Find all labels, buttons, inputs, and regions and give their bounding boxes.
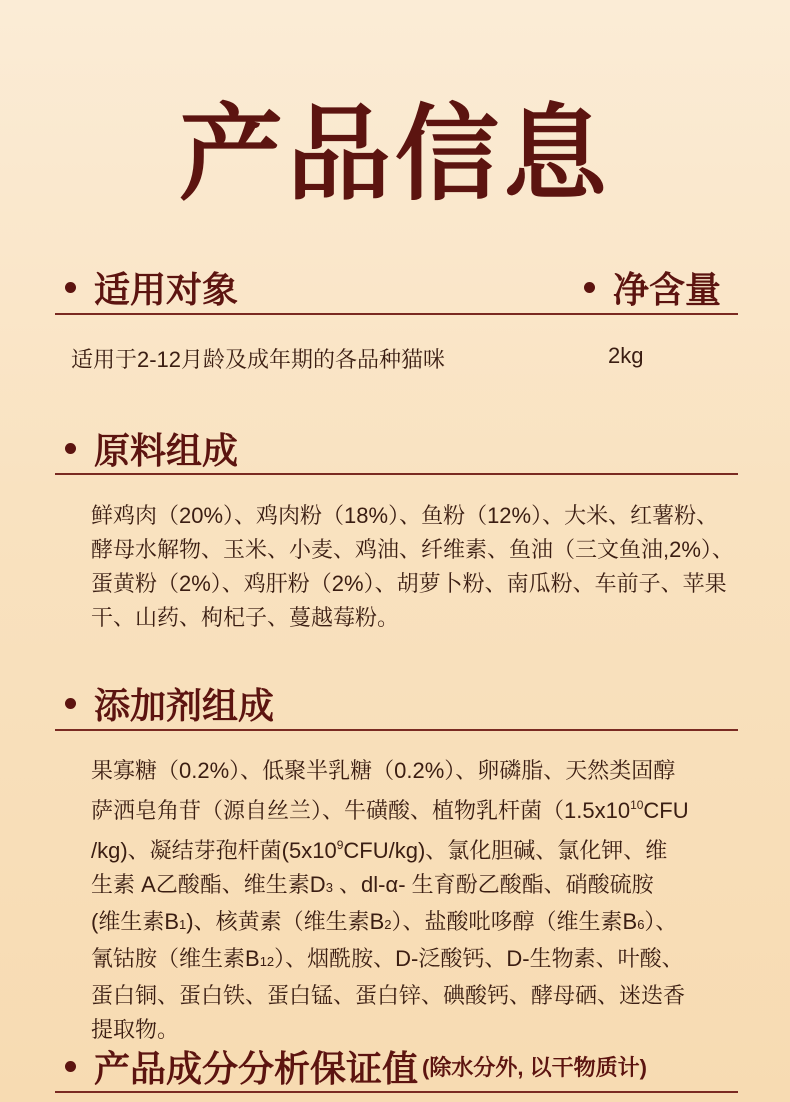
section-heading-analysis (65, 1041, 647, 1092)
additives-line: 萨洒皂角苷（源自丝兰）、牛磺酸、植物乳杆菌（$1.5x10^{10}CFU$ (91, 798, 689, 823)
ingredients-line: 蛋黄粉（2%）、鸡肝粉（2%）、胡萝卜粉、南瓜粉、车前子、苹果 (91, 571, 727, 596)
bullet-icon (65, 1061, 76, 1072)
section-heading-target (65, 262, 238, 313)
ingredients-line: 鲜鸡肉（20%）、鸡肉粉（18%）、鱼粉（12%）、大米、红薯粉、 (91, 503, 719, 528)
section-heading-label: 净含量 (613, 269, 722, 310)
analysis-note: (除水分外, 以干物质计) (422, 1055, 647, 1080)
bullet-icon (65, 282, 76, 293)
additives-line: 氰钴胺（维生素B12）、烟酰胺、D-泛酸钙、D-生物素、叶酸、 (91, 946, 684, 971)
ingredients-line: 干、山药、枸杞子、蔓越莓粉。 (91, 605, 400, 630)
ingredients-line: 酵母水解物、玉米、小麦、鸡油、纤维素、鱼油（三文鱼油,2%）、 (91, 537, 734, 562)
section-heading-net (584, 262, 721, 313)
net-weight-value: 2kg (608, 343, 644, 368)
section-heading-label: 添加剂组成 (94, 685, 275, 726)
divider (55, 313, 738, 315)
ingredients-paragraph (91, 499, 734, 635)
additives-paragraph (91, 754, 731, 1047)
additives-line: 果寡糖（0.2%）、低聚半乳糖（0.2%）、卵磷脂、天然类固醇 (91, 758, 676, 783)
section-heading-additives (65, 678, 274, 729)
section-heading-label: 适用对象 (94, 269, 239, 310)
additives-line: (维生素B1)、核黄素（维生素B2）、盐酸吡哆醇（维生素B6）、 (91, 909, 678, 934)
divider (55, 1091, 738, 1093)
bullet-icon (65, 698, 76, 709)
bullet-icon (65, 443, 76, 454)
additives-line: 蛋白铜、蛋白铁、蛋白锰、蛋白锌、碘酸钙、酵母硒、迷迭香 (91, 983, 686, 1008)
section-heading-label: 原料组成 (94, 430, 239, 471)
additives-line: 生素 A乙酸酯、维生素D3 、dl-α- 生育酚乙酸酯、硝酸硫胺 (91, 872, 654, 897)
section-heading-label: 产品成分分析保证值 (94, 1048, 419, 1089)
additives-line: /kg)、凝结芽孢杆菌$(5x10^9CFU/kg)$、氯化胆碱、氯化钾、维 (91, 838, 668, 863)
divider (55, 729, 738, 731)
divider (55, 473, 738, 475)
section-heading-ingredients (65, 423, 238, 474)
bullet-icon (584, 282, 595, 293)
additives-line: 提取物。 (91, 1017, 180, 1042)
page-title: 产品信息 (178, 97, 611, 213)
target-value: 适用于2-12月龄及成年期的各品种猫咪 (71, 347, 446, 372)
